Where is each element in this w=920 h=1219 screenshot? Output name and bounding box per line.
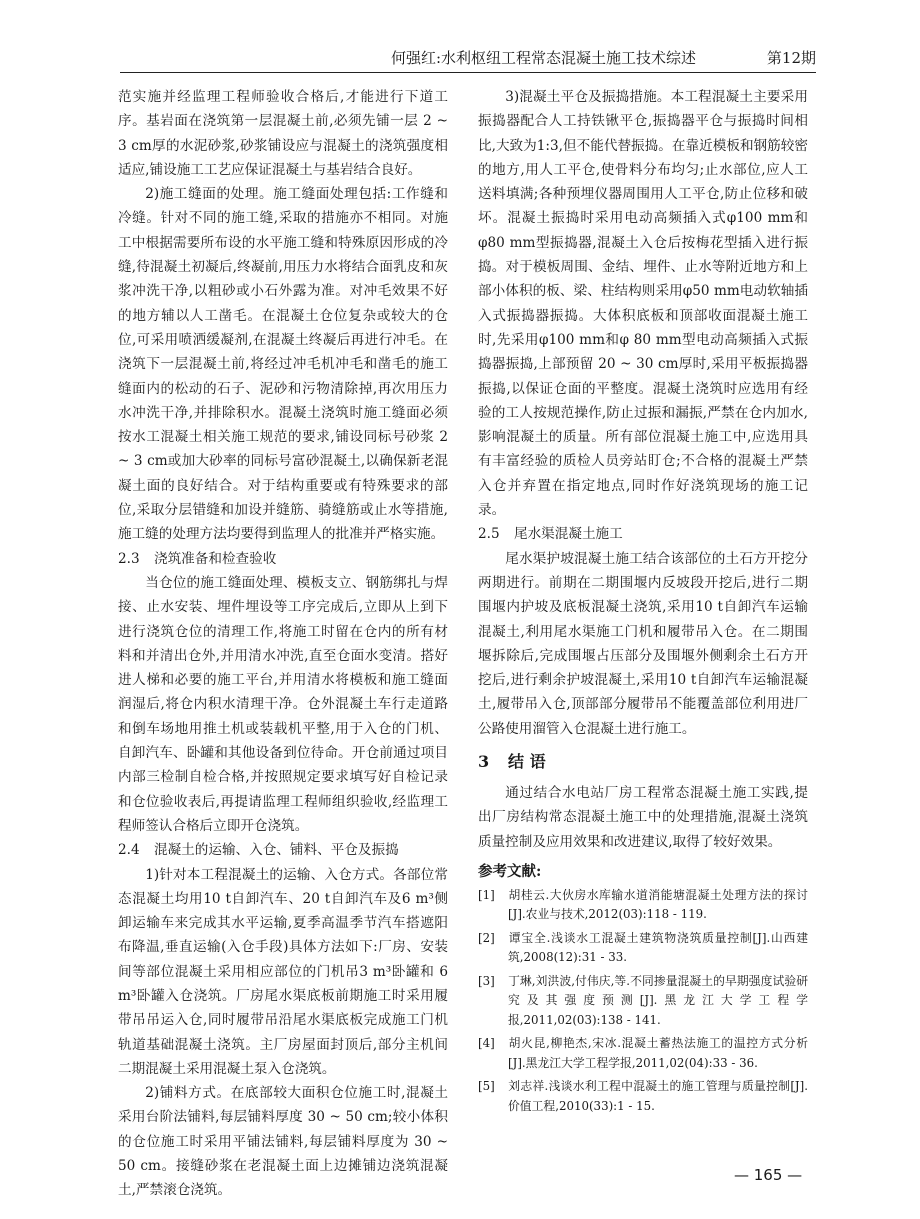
paragraph: 3)混凝土平仓及振捣措施。本工程混凝土主要采用振捣器配合人工持铁锹平仓,振捣器平仓与振捣时间相比,大致为1:3,但不能代替振捣。在靠近模板和钢筋较密的地方,用人工平仓,使骨料分布均匀;止水部位,应人工送料填满;各种预埋仪器周围用人工平仓,防止位移和破坏。混凝土振捣时采用电动高频插入式φ100 mm和φ80 mm型振捣器,混凝土入仓后按梅花型插入进行振捣。对于模板周围、金结、埋件、止水等附近地方和上部小体积的板、梁、柱结构则采用φ50 mm电动软轴插入式振捣器振捣。大体积底板和顶部收面混凝土施工时,先采用φ100 mm和φ 80 mm型电动高频插入式振捣器振捣,上部预留 20 ~ 30 cm厚时,采用平板振捣器振捣,以保证仓面的平整度。混凝土浇筑时应选用有经验的工人按规范操作,防止过振和漏振,严禁在仓内加水,影响混凝土的质量。所有部位混凝土施工中,应选用具有丰富经验的质检人员旁站盯仓;不合格的混凝土严禁入仓并弃置在指定地点,同时作好浇筑现场的施工记录。 — [478, 89, 808, 519]
section-title: 结 语 — [508, 752, 546, 772]
paragraph: 通过结合水电站厂房工程常态混凝土施工实践,提出厂房结构常态混凝土施工中的处理措施,混凝土浇筑质量控制及应用效果和改进建议,取得了较好效果。 — [478, 785, 808, 850]
section-title: 混凝土的运输、入仓、铺料、平仓及振捣 — [154, 842, 399, 859]
section-heading-3 — [478, 747, 808, 777]
section-heading-2-3 — [118, 547, 448, 571]
paragraph: 范实施并经监理工程师验收合格后,才能进行下道工序。基岩面在浇筑第一层混凝土前,必须先铺一层 2 ~ 3 cm厚的水泥砂浆,砂浆铺设应与混凝土的浇筑强度相适应,铺设施工工艺应保证混凝土与基岩结合良好。 — [118, 89, 448, 178]
section-heading-2-5 — [478, 522, 808, 546]
reference-number: [1] — [478, 887, 495, 902]
right-column — [478, 85, 808, 1120]
reference-text: 丁琳,刘洪波,付伟庆,等.不同掺量混凝土的早期强度试验研究及其强度预测[J].黑龙江大学工程学报,2011,02(03):138 - 141. — [508, 973, 808, 1027]
issue-label: 第12期 — [766, 49, 816, 67]
section-title: 尾水渠混凝土施工 — [514, 526, 623, 543]
paragraph: 当仓位的施工缝面处理、模板支立、钢筋绑扎与焊接、止水安装、埋件埋设等工序完成后,立即从上到下进行浇筑仓位的清理工作,将施工时留在仓内的所有材料和并清出仓外,并用清水冲洗,直至仓面水变清。搭好进人梯和必要的施工平台,并用清水将模板和施工缝面润湿后,将仓内积水清理干净。仓外混凝土车行走道路和倒车场地用推土机或装载机平整,用于入仓的门机、自卸汽车、卧罐和其他设备到位待命。开仓前通过项目内部三检制自检合格,并按照规定要求填写好自检记录和仓位验收表后,再提请监理工程师组织验收,经监理工程师签认合格后立即开仓浇筑。 — [118, 574, 448, 834]
section-title: 浇筑准备和检查验收 — [154, 550, 277, 567]
paragraph: 2)铺料方式。在底部较大面积仓位施工时,混凝土采用台阶法铺料,每层铺料厚度 30 ~ 50 cm;较小体积的仓位施工时采用平铺法铺料,每层铺料厚度为 30 ~ 50 cm。接缝砂浆在老混凝土面上边摊铺边浇筑混凝土,严禁滚仓浇筑。 — [118, 1085, 448, 1199]
section-number: 2.3 — [118, 550, 140, 567]
reference-item — [478, 886, 808, 925]
reference-number: [4] — [478, 1036, 495, 1051]
reference-number: [3] — [478, 973, 495, 988]
page-number: — 165 — — [734, 1166, 803, 1184]
reference-text: 谭宝全.浅谈水工混凝土建筑物浇筑质量控制[J].山西建筑,2008(12):31 - 33. — [508, 930, 808, 965]
reference-number: [5] — [478, 1079, 495, 1094]
paragraph: 尾水渠护坡混凝土施工结合该部位的土石方开挖分两期进行。前期在二期围堰内反坡段开挖后,进行二期围堰内护坡及底板混凝土浇筑,采用10 t自卸汽车运输混凝土,利用尾水渠施工门机和履带吊入仓。在二期围堰拆除后,完成围堰占压部分及围堰外侧剩余土石方开挖后,进行剩余护坡混凝土,采用10 t自卸汽车运输混凝土,履带吊入仓,顶部部分履带吊不能覆盖部位利用进厂公路使用溜管入仓混凝土进行施工。 — [478, 550, 808, 737]
section-heading-2-4 — [118, 838, 448, 862]
reference-item — [478, 1077, 808, 1116]
reference-number: [2] — [478, 930, 495, 945]
reference-item — [478, 1034, 808, 1073]
section-number: 3 — [478, 752, 490, 772]
reference-list — [478, 886, 808, 1117]
references-title: 参考文献: — [478, 862, 542, 880]
header-rule — [120, 72, 816, 73]
left-column — [118, 85, 448, 1203]
reference-text: 刘志祥.浅谈水利工程中混凝土的施工管理与质量控制[J].价值工程,2010(33):1 - 15. — [508, 1079, 808, 1113]
section-number: 2.5 — [478, 526, 500, 543]
paragraph: 2)施工缝面的处理。施工缝面处理包括:工作缝和冷缝。针对不同的施工缝,采取的措施亦不相同。对施工中根据需要所布设的水平施工缝和特殊原因形成的冷缝,待混凝土初凝后,终凝前,用压力水将结合面乳皮和灰浆冲洗干净,以粗砂或小石外露为准。对冲毛效果不好的地方辅以人工凿毛。在混凝土仓位复杂或较大的仓位,可采用喷洒缓凝剂,在混凝土终凝后再进行冲毛。在浇筑下一层混凝土前,将经过冲毛机冲毛和凿毛的施工缝面内的松动的石子、泥砂和污物清除掉,再次用压力水冲洗干净,并排除积水。混凝土浇筑时施工缝面必须按水工混凝土相关施工规范的要求,铺设同标号砂浆 2 ~ 3 cm或加大砂率的同标号富砂混凝土,以确保新老混凝土面的良好结合。对于结构重要或有特殊要求的部位,采取分层错缝和加设并缝筋、骑缝筋或止水等措施,施工缝的处理方法均要得到监理人的批准并严格实施。 — [118, 186, 448, 543]
reference-item — [478, 929, 808, 968]
running-title: 何强红:水利枢纽工程常态混凝土施工技术综述 — [390, 49, 696, 67]
paragraph: 1)针对本工程混凝土的运输、入仓方式。各部位常态混凝土均用10 t自卸汽车、20 t自卸汽车及6 m³侧卸运输车来完成其水平运输,夏季高温季节汽车搭遮阳布降温,垂直运输(入仓手段)具体方法如下:厂房、安装间等部位混凝土采用相应部位的门机吊3 m³卧罐和 6 m³卧罐入仓浇筑。厂房尾水渠底板前期施工时采用履带吊吊运入仓,同时履带吊沿尾水渠底板完成施工门机轨道基础混凝土浇筑。主厂房屋面封顶后,部分主机间二期混凝土采用混凝土泵入仓浇筑。 — [118, 866, 448, 1077]
reference-text: 胡火昆,柳艳杰,宋冰.混凝土蓄热法施工的温控方式分析[J].黑龙江大学工程学报,2011,02(04):33 - 36. — [508, 1036, 808, 1070]
reference-item — [478, 972, 808, 1031]
section-number: 2.4 — [118, 842, 140, 859]
reference-text: 胡桂云.大伙房水库输水道消能塘混凝土处理方法的探讨[J].农业与技术,2012(03):118 - 119. — [508, 887, 808, 922]
running-header — [120, 48, 816, 70]
